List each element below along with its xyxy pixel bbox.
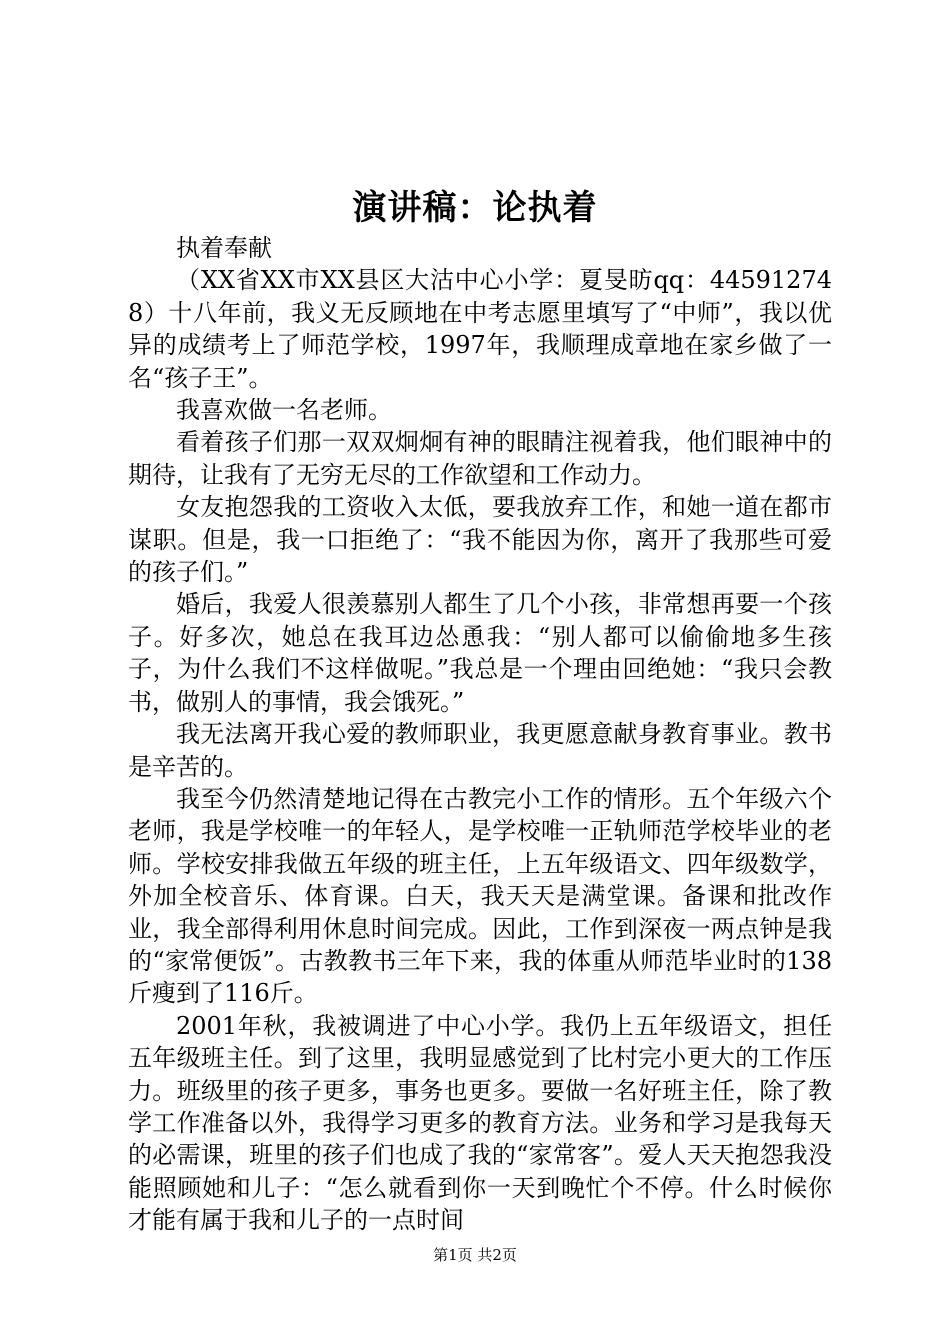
paragraph: （XX省XX市XX县区大沽中心小学：夏旻昉qq：445912748）十八年前，我义无反顾地在中考志愿里填写了“中师”，我以优异的成绩考上了师范学校，1997年，我顺理成章地在家乡做了一名“孩子王”。 <box>128 266 832 392</box>
paragraph: 女友抱怨我的工资收入太低，要我放弃工作，和她一道在都市谋职。但是，我一口拒绝了：“我不能因为你，离开了我那些可爱的孩子们。” <box>128 493 832 587</box>
paragraph: 婚后，我爱人很羡慕别人都生了几个小孩，非常想再要一个孩子。好多次，她总在我耳边怂恿我：“别人都可以偷偷地多生孩子，为什么我们不这样做呢。”我总是一个理由回绝她：“我只会教书，做别人的事情，我会饿死。” <box>128 590 832 716</box>
document-body <box>128 232 832 1237</box>
paragraph: 我无法离开我心爱的教师职业，我更愿意献身教育事业。教书是辛苦的。 <box>128 720 832 781</box>
page-number-footer: 第1页 共2页 <box>433 1246 517 1264</box>
paragraph: 我喜欢做一名老师。 <box>176 396 392 425</box>
document-title: 演讲稿：论执着 <box>352 188 598 228</box>
paragraph: 我至今仍然清楚地记得在古教完小工作的情形。五个年级六个老师，我是学校唯一的年轻人，是学校唯一正轨师范学校毕业的老师。学校安排我做五年级的班主任，上五年级语文、四年级数学，外加全校音乐、体育课。白天，我天天是满堂课。备课和批改作业，我全部得利用休息时间完成。因此，工作到深夜一两点钟是我的“家常便饭”。古教教书三年下来，我的体重从师范毕业时的138斤瘦到了116斤。 <box>128 784 832 1008</box>
paragraph: 看着孩子们那一双双炯炯有神的眼睛注视着我，他们眼神中的期待，让我有了无穷无尽的工作欲望和工作动力。 <box>128 428 832 489</box>
paragraph-heading: 执着奉献 <box>176 234 272 262</box>
paragraph: 2001年秋，我被调进了中心小学。我仍上五年级语文，担任五年级班主任。到了这里，我明显感觉到了比村完小更大的工作压力。班级里的孩子更多，事务也更多。要做一名好班主任，除了教学工作准备以外，我得学习更多的教育方法。业务和学习是我每天的必需课，班里的孩子们也成了我的“家常客”。爱人天天抱怨我没能照顾她和儿子：“怎么就看到你一天到晚忙个不停。什么时候你才能有属于我和儿子的一点时间 <box>128 1011 832 1235</box>
